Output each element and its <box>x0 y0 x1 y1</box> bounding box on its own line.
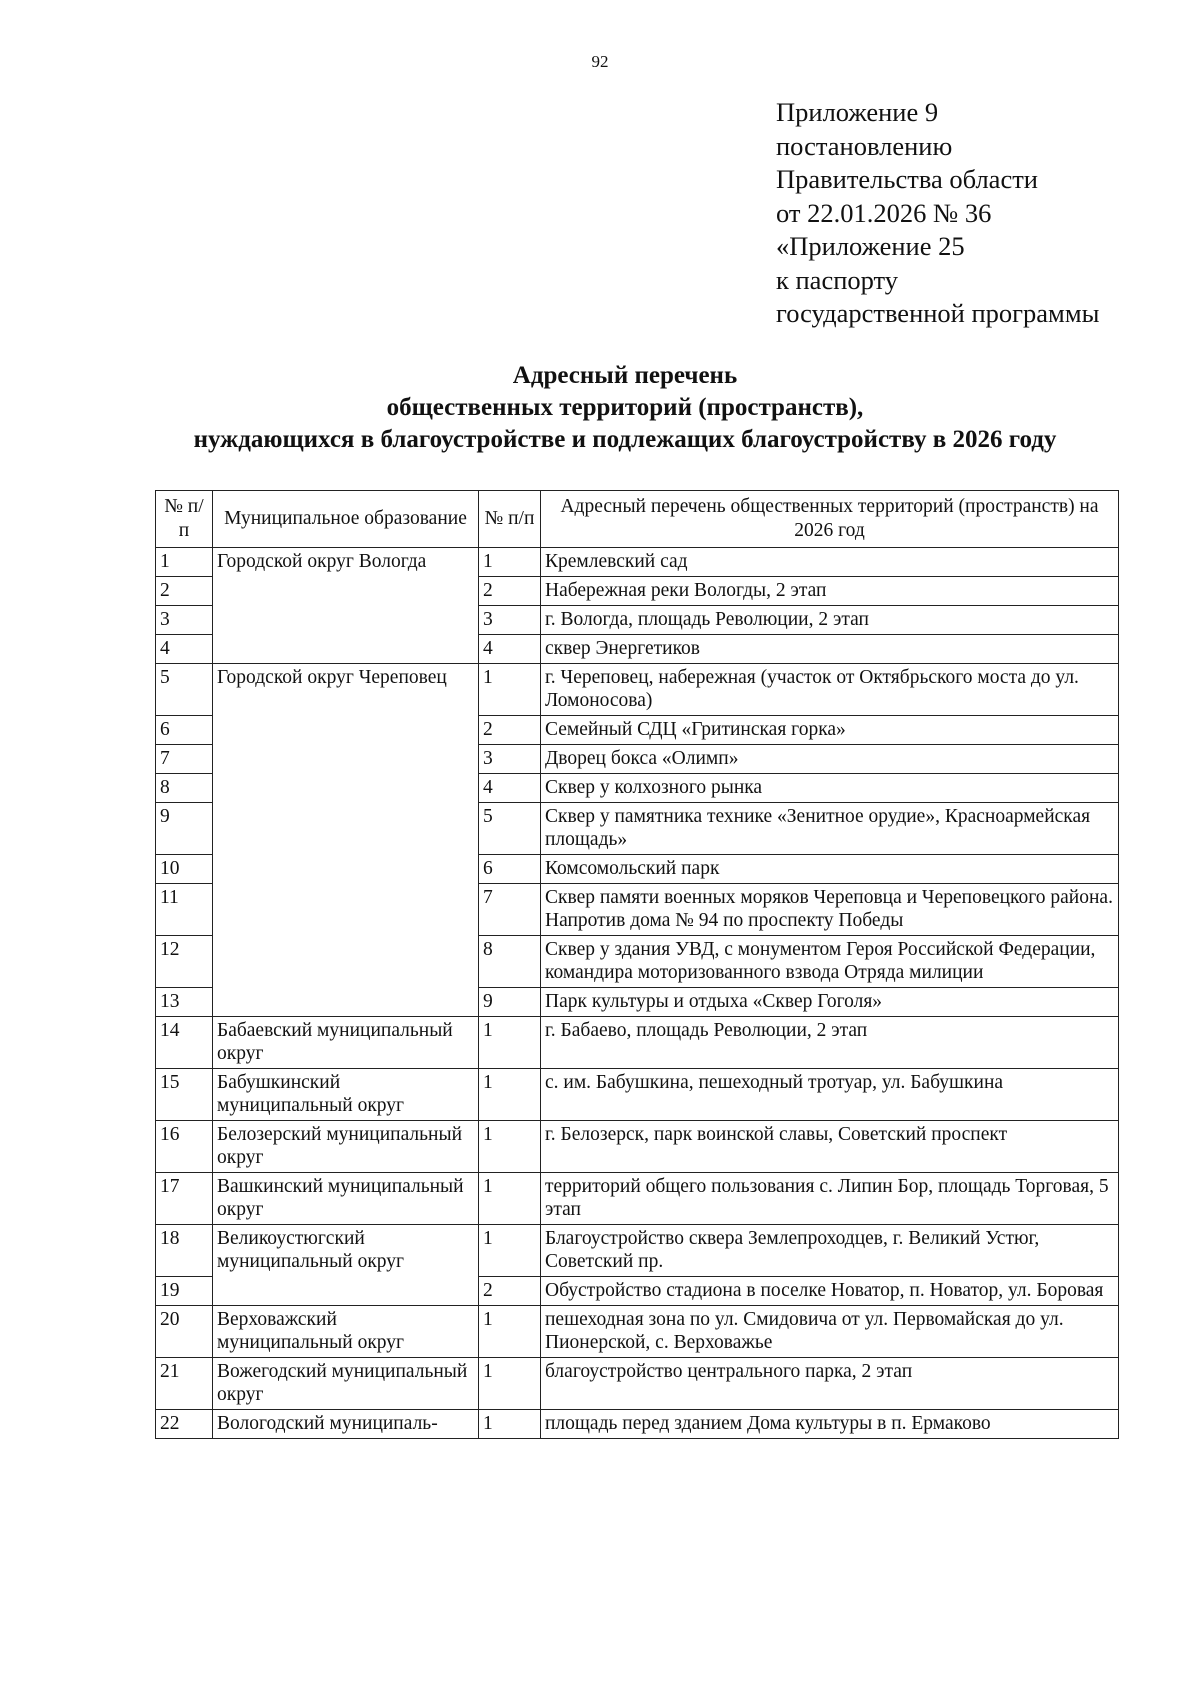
municipality-cell: Великоустюгский муниципальный округ <box>213 1225 479 1306</box>
municipality-cell: Городской округ Череповец <box>213 664 479 1017</box>
row-num: 6 <box>156 716 213 745</box>
row-subnum: 2 <box>479 577 541 606</box>
header-municipality: Муниципальное образование <box>213 491 479 548</box>
document-title <box>120 360 1130 456</box>
row-subnum: 9 <box>479 988 541 1017</box>
row-num: 22 <box>156 1410 213 1439</box>
row-subnum: 1 <box>479 1306 541 1358</box>
row-num: 8 <box>156 774 213 803</box>
table-row <box>156 1225 1119 1277</box>
page-number: 92 <box>591 52 609 71</box>
header-num: № п/п <box>156 491 213 548</box>
municipality-cell: Верховажский муниципальный округ <box>213 1306 479 1358</box>
municipality-cell: Бабаевский муниципальный округ <box>213 1017 479 1069</box>
appendix-line: от 22.01.2026 № 36 <box>776 197 992 228</box>
title-line: нуждающихся в благоустройстве и подлежащих благоустройству в 2026 году <box>193 426 1057 453</box>
title-line: общественных территорий (пространств), <box>386 394 864 421</box>
appendix-line: государственной программы <box>776 298 1100 328</box>
row-subnum: 1 <box>479 1225 541 1277</box>
row-subnum: 1 <box>479 1069 541 1121</box>
header-subnum: № п/п <box>479 491 541 548</box>
row-address: Семейный СДЦ «Гритинская горка» <box>541 716 1119 745</box>
appendix-header <box>776 96 1099 331</box>
row-subnum: 2 <box>479 1277 541 1306</box>
row-address: Набережная реки Вологды, 2 этап <box>541 577 1119 606</box>
row-address: пешеходная зона по ул. Смидовича от ул. Первомайская до ул. Пионерской, с. Верховажье <box>541 1306 1119 1358</box>
row-num: 7 <box>156 745 213 774</box>
row-address: Сквер памяти военных моряков Череповца и Череповецкого района. Напротив дома № 94 по проспекту Победы <box>541 884 1119 936</box>
row-subnum: 1 <box>479 1410 541 1439</box>
row-num: 21 <box>156 1358 213 1410</box>
address-table <box>155 490 1119 1439</box>
row-subnum: 5 <box>479 803 541 855</box>
appendix-line: к паспорту <box>776 264 899 295</box>
row-num: 9 <box>156 803 213 855</box>
row-num: 10 <box>156 855 213 884</box>
table-row <box>156 1121 1119 1173</box>
appendix-line: постановлению <box>776 130 953 161</box>
municipality-cell: Вожегодский муниципальный округ <box>213 1358 479 1410</box>
appendix-line: Правительства области <box>776 164 1038 194</box>
row-subnum: 1 <box>479 664 541 716</box>
table-row <box>156 1069 1119 1121</box>
row-address: Дворец бокса «Олимп» <box>541 745 1119 774</box>
row-subnum: 1 <box>479 1121 541 1173</box>
municipality-cell: Белозерский муниципальный округ <box>213 1121 479 1173</box>
row-address: площадь перед зданием Дома культуры в п. Ермаково <box>541 1410 1119 1439</box>
municipality-cell: Вологодский муниципаль- <box>213 1410 479 1439</box>
row-subnum: 1 <box>479 1017 541 1069</box>
appendix-line: Приложение 9 <box>776 97 939 127</box>
row-subnum: 1 <box>479 1358 541 1410</box>
row-address: Комсомольский парк <box>541 855 1119 884</box>
table-row <box>156 548 1119 577</box>
table-row <box>156 664 1119 716</box>
row-num: 3 <box>156 606 213 635</box>
row-address: Благоустройство сквера Землепроходцев, г. Великий Устюг, Советский пр. <box>541 1225 1119 1277</box>
table-row <box>156 1306 1119 1358</box>
row-subnum: 1 <box>479 1173 541 1225</box>
row-address: Сквер у памятника технике «Зенитное орудие», Красноармейская площадь» <box>541 803 1119 855</box>
row-subnum: 4 <box>479 635 541 664</box>
row-address: г. Белозерск, парк воинской славы, Советский проспект <box>541 1121 1119 1173</box>
row-num: 12 <box>156 936 213 988</box>
row-num: 20 <box>156 1306 213 1358</box>
row-num: 1 <box>156 548 213 577</box>
row-address: Сквер у колхозного рынка <box>541 774 1119 803</box>
table-row <box>156 1410 1119 1439</box>
municipality-cell: Городской округ Вологда <box>213 548 479 664</box>
row-subnum: 8 <box>479 936 541 988</box>
row-num: 18 <box>156 1225 213 1277</box>
row-address: сквер Энергетиков <box>541 635 1119 664</box>
row-num: 16 <box>156 1121 213 1173</box>
row-num: 19 <box>156 1277 213 1306</box>
municipality-cell: Бабушкинский муниципальный округ <box>213 1069 479 1121</box>
table-row <box>156 1017 1119 1069</box>
row-subnum: 2 <box>479 716 541 745</box>
row-num: 15 <box>156 1069 213 1121</box>
row-subnum: 6 <box>479 855 541 884</box>
row-num: 2 <box>156 577 213 606</box>
row-num: 5 <box>156 664 213 716</box>
row-subnum: 4 <box>479 774 541 803</box>
row-address: Парк культуры и отдыха «Сквер Гоголя» <box>541 988 1119 1017</box>
row-subnum: 1 <box>479 548 541 577</box>
table-header-row <box>156 491 1119 548</box>
row-address: Сквер у здания УВД, с монументом Героя Российской Федерации, командира моторизованного взвода Отряда милиции <box>541 936 1119 988</box>
row-subnum: 3 <box>479 606 541 635</box>
row-num: 14 <box>156 1017 213 1069</box>
appendix-line: «Приложение 25 <box>776 231 965 261</box>
title-line: Адресный перечень <box>512 362 738 389</box>
municipality-cell: Вашкинский муниципальный округ <box>213 1173 479 1225</box>
row-subnum: 7 <box>479 884 541 936</box>
row-address: благоустройство центрального парка, 2 этап <box>541 1358 1119 1410</box>
row-address: Кремлевский сад <box>541 548 1119 577</box>
row-address: г. Череповец, набережная (участок от Октябрьского моста до ул. Ломоносова) <box>541 664 1119 716</box>
row-address: с. им. Бабушкина, пешеходный тротуар, ул. Бабушкина <box>541 1069 1119 1121</box>
row-address: Обустройство стадиона в поселке Новатор, п. Новатор, ул. Боровая <box>541 1277 1119 1306</box>
table-row <box>156 1358 1119 1410</box>
header-address: Адресный перечень общественных территорий (пространств) на 2026 год <box>541 491 1119 548</box>
row-num: 13 <box>156 988 213 1017</box>
row-num: 4 <box>156 635 213 664</box>
row-address: г. Бабаево, площадь Революции, 2 этап <box>541 1017 1119 1069</box>
row-address: г. Вологда, площадь Революции, 2 этап <box>541 606 1119 635</box>
row-address: территорий общего пользования с. Липин Бор, площадь Торговая, 5 этап <box>541 1173 1119 1225</box>
row-subnum: 3 <box>479 745 541 774</box>
table-row <box>156 1173 1119 1225</box>
row-num: 17 <box>156 1173 213 1225</box>
row-num: 11 <box>156 884 213 936</box>
